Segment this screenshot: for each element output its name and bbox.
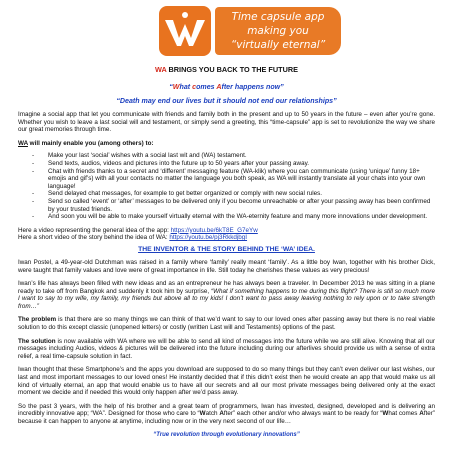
last-p-w2: W <box>382 410 389 418</box>
last-paragraph <box>18 403 435 426</box>
inventor-paragraph-1: Iwan Postel, a 49-year-old Dutchman was raised in a family where ‘family’ really meant ‘family’. As a little boy Iwan, together with his brother Dick, were taught that family values and love were of great importance in life. Still today he cherishes these values as very precious! <box>18 258 435 274</box>
subtitle-w: W <box>172 83 180 91</box>
problem-bold: The problem <box>18 316 57 324</box>
wa-logo-icon <box>159 6 211 56</box>
subtitle-hat: hat <box>179 83 193 91</box>
list-item: - Send texts, audios, videos and pictures into the future up to 50 years after your passing away. <box>30 160 435 168</box>
subtitle-a: A <box>216 83 222 91</box>
video-2-text: Here a short video of the story behind the idea of WA: <box>18 234 170 242</box>
enable-lead-rest: will mainly enable you (among others) to: <box>27 139 154 147</box>
last-p-b: atch <box>205 410 220 418</box>
banner-line-3: “virtually eternal” <box>230 39 326 51</box>
problem-paragraph <box>18 316 435 331</box>
wa-logo-mark <box>159 6 211 56</box>
list-item: - And soon you will be able to make yourself virtually eternal with the WA-eternity feature and many more innovations under development. <box>30 213 435 221</box>
inventor-p2-quote: “What if something happens to me during this flight? There is still so much more I want to say to my wife, my family, my friends but above all to my kids! I don’t want to pass away leaving nothing to rely upon or to take strength from…” <box>18 287 436 310</box>
list-item: - Make your last ‘social’ wishes with a social last wit and (WA) testament. <box>30 152 435 160</box>
last-p-af: A <box>219 410 224 418</box>
video-line-1 <box>18 227 435 235</box>
last-p-a: So the past 3 years, with the help of his brother and a great team of programmers, Iwan has invested, designed, developed and is delivering an incredibly innovative app; “WA”. Designed for those who care to “ <box>18 402 435 418</box>
problem-rest: is that there are so many things we can think of that we’d want to say to our loved ones after passing away but there is no real viable solution to do this except classic (unopened letters) or costly (written Last will and Testaments) options of the past. <box>18 316 435 332</box>
header-banner <box>215 7 341 55</box>
quote: “Death may end our lives but it should not end our relationships” <box>116 97 337 105</box>
inventor-heading: THE INVENTOR & THE STORY BEHIND THE ‘WA’ IDEA. <box>138 245 315 253</box>
page-title <box>18 65 435 74</box>
solution-bold: The solution <box>18 337 56 345</box>
last-p-c: fter” each other and/or who always want to be ready for “ <box>223 410 383 418</box>
last-p-w: W <box>199 410 206 418</box>
enable-lead-wa: WA <box>18 139 28 147</box>
last-p-e: fter” because it can happen to anyone at anytime, including now or in the very next second of our life… <box>18 410 435 425</box>
solution-rest: is now available with WA where we will be able to send all kind of messages into the future while we are still alive. Knowing that all our messages including Audios, videos & pictures will be delivered into the future including during our afterlives should provide us with a sense of extra relief, a real time-capsule solution in fact. <box>18 337 435 360</box>
list-item: - Send delayed chat messages, for example to get better organized or comply with new social rules. <box>30 190 435 198</box>
list-item: - Chat with friends thanks to a secret and ‘different’ messaging feature (WA-klik) where you can communicate (using ‘unique’ funny 18+ emojis and gif’s) with all your contacts no matter the language you both speak, as WA will instantly translate all your chats into your own language! <box>30 168 435 191</box>
subtitle-c: c <box>192 83 197 91</box>
subtitle-omes: omes <box>196 83 217 91</box>
inventor-paragraph-2 <box>18 280 435 310</box>
subtitle-fter: fter happens now” <box>221 83 284 91</box>
banner-line-2: making you <box>247 25 309 37</box>
inventor-p2-text: Iwan’s life has always been filled with new ideas and as an entrepreneur he has always been a traveler. In December 2013 he was sitting in a plane ready to take off from Bangkok and suddenly it took him by surprise, <box>18 280 435 295</box>
intro-paragraph: Imagine a social app that let you communicate with friends and family both in the present and up to 50 years in the future – even after you’re gone. Whether you wish to leave a last social will and testament, or simply send a greeting, this “time-capsule” app is set to revolutionize the way we share our great memories through time. <box>18 111 435 134</box>
subtitle <box>18 83 435 91</box>
footer-quote: “True revolution through evolutionary innovations” <box>153 431 300 438</box>
header <box>18 0 435 62</box>
subtitle-open: “ <box>169 83 173 91</box>
list-item: - Send so called ‘event’ or ‘after’ messages to be delivered only if you become unreachable or after your passing away has been confirmed by your trusted friends. <box>30 198 435 213</box>
smartphone-paragraph: Iwan thought that these Smartphone’s and the apps you download are supposed to do so many things but they can’t even deliver our last wishes, our last and most important messages to our loved ones! He instantly decided that if this didn’t exist then he would create an app that would make us all kind of virtually eternal, an app that would enable us to have all our secrets and all our most private messages being delivered only at the exact moment we decide and if needed this would only happen after we’d pass away. <box>18 366 435 397</box>
video-1-text: Here a video representing the general idea of the app: <box>18 226 171 234</box>
enable-lead <box>18 140 435 148</box>
video-line-2 <box>18 234 435 242</box>
banner-line-1: Time capsule app <box>231 11 325 23</box>
solution-paragraph <box>18 338 435 361</box>
video-1-link[interactable]: https://youtu.be/6kT8E_G7eYw <box>170 226 258 234</box>
video-2-link[interactable]: https://youtu.be/pj3RkkdjbgI <box>169 234 248 242</box>
feature-list <box>30 152 435 220</box>
last-p-a2: A <box>419 410 424 418</box>
last-p-d: hat comes <box>388 410 420 418</box>
title-rest: BRINGS YOU BACK TO THE FUTURE <box>166 65 298 74</box>
title-wa: WA <box>155 65 167 74</box>
